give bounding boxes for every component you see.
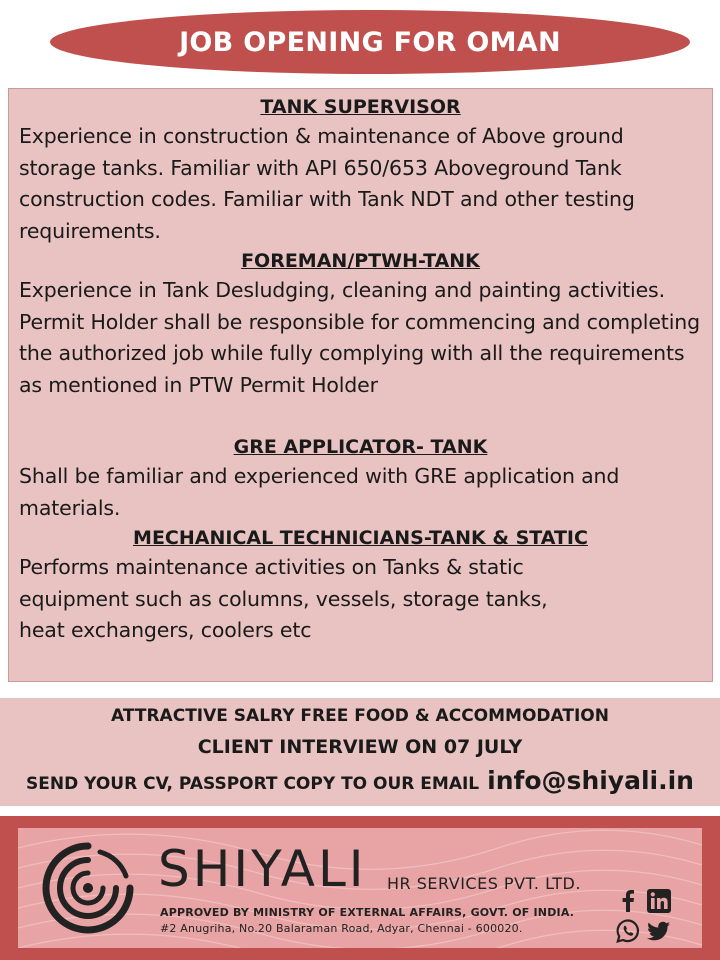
- twitter-icon[interactable]: [646, 918, 672, 944]
- page-title: JOB OPENING FOR OMAN: [179, 26, 561, 58]
- job-title-gre-applicator: GRE APPLICATOR- TANK: [233, 436, 488, 458]
- footer-panel: [18, 828, 702, 948]
- title-banner: [50, 10, 690, 74]
- shiyali-logo-icon: [38, 842, 138, 934]
- address-text: #2 Anugriha, No.20 Balaraman Road, Adyar, Chennai - 600020.: [160, 922, 523, 935]
- facebook-icon[interactable]: [615, 888, 641, 914]
- email-link[interactable]: info@shiyali.in: [487, 766, 694, 795]
- job-description-gre-applicator: Shall be familiar and experienced with GRE application and materials.: [19, 464, 620, 520]
- job-title-foreman: FOREMAN/PTWH-TANK: [241, 250, 480, 272]
- job-title-tank-supervisor: TANK SUPERVISOR: [260, 96, 461, 118]
- brand-name: SHIYALI: [158, 840, 367, 898]
- linkedin-icon[interactable]: [646, 888, 672, 914]
- footer: [0, 816, 720, 960]
- info-band: [0, 698, 720, 806]
- interview-text: CLIENT INTERVIEW ON 07 JULY: [197, 736, 523, 758]
- send-cv-line: [0, 766, 720, 795]
- job-description-mechanical-technicians: Performs maintenance activities on Tanks & static equipment such as columns, vessels, storage tanks, heat exchangers, coolers etc: [19, 555, 548, 642]
- send-cv-text: SEND YOUR CV, PASSPORT COPY TO OUR EMAIL: [26, 774, 480, 794]
- job-title-mechanical-technicians: MECHANICAL TECHNICIANS-TANK & STATIC: [133, 527, 588, 549]
- job-description-foreman: Experience in Tank Desludging, cleaning and painting activities. Permit Holder shall be responsible for commencing and completing the authorized job while fully complying with all the requirements as mentioned in PTW Permit Holder: [19, 278, 700, 397]
- job-description-tank-supervisor: Experience in construction & maintenance of Above ground storage tanks. Familiar with API 650/653 Aboveground Tank construction codes. Familiar with Tank NDT and other testing requirements.: [19, 124, 635, 243]
- job-listings: [8, 88, 713, 682]
- approval-text: APPROVED BY MINISTRY OF EXTERNAL AFFAIRS, GOVT. OF INDIA.: [160, 906, 575, 919]
- benefits-text: ATTRACTIVE SALRY FREE FOOD & ACCOMMODATION: [111, 706, 609, 726]
- spacer: [19, 401, 702, 433]
- brand-subtitle: HR SERVICES PVT. LTD.: [387, 874, 581, 893]
- whatsapp-icon[interactable]: [615, 918, 641, 944]
